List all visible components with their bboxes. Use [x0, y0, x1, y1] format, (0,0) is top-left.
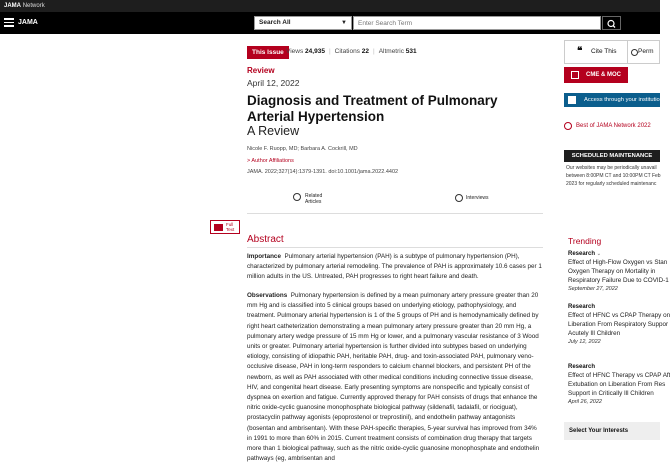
trending-title-line[interactable]: Respiratory Failure Due to COVID-1 [568, 277, 669, 284]
cme-label: CME & MOC [586, 72, 621, 78]
article-metrics: Views 24,935 | Citations 22 | Altmetric 531 [286, 48, 417, 55]
menu-icon[interactable] [4, 18, 14, 27]
maintenance-line: Our websites may be periodically unavail [566, 165, 657, 171]
institution-icon [568, 96, 576, 104]
trending-date: September 27, 2022 [568, 286, 618, 292]
trending-title-line[interactable]: Acutely Ill Children [568, 330, 621, 337]
certificate-icon [571, 71, 579, 79]
related-articles-label: Related Articles [305, 193, 323, 205]
trending-category: Research [568, 251, 596, 257]
chevron-down-icon: ▼ [341, 20, 347, 26]
importance-label: Importance [247, 253, 281, 260]
search-scope-value: Search All [259, 19, 291, 26]
best-of-jama-link[interactable] [564, 123, 651, 129]
maintenance-heading: SCHEDULED MAINTENANCE [564, 150, 660, 162]
network-bar [0, 0, 660, 12]
trending-title-line[interactable]: Extubation on Liberation From Res [568, 381, 666, 388]
publication-date: April 12, 2022 [247, 78, 300, 88]
document-icon [214, 224, 223, 231]
trending-item[interactable] [568, 303, 670, 346]
select-interests-button[interactable]: Select Your Interests [564, 422, 660, 440]
trending-title-line[interactable]: Effect of HFNC Therapy vs CPAP Aft [568, 372, 670, 379]
divider [247, 247, 543, 248]
maintenance-line: 2023 for regularly scheduled maintenanc [566, 181, 657, 187]
related-articles-link[interactable] [305, 193, 331, 205]
access-label: Access through your institution [584, 97, 663, 103]
full-text-button[interactable] [210, 220, 240, 234]
importance-paragraph [247, 252, 543, 283]
trending-category: Research [568, 304, 596, 310]
permissions-button[interactable] [627, 41, 654, 63]
chevron-down-icon: ⌄ [596, 251, 601, 257]
trending-heading: Trending [568, 236, 602, 246]
citations-label[interactable]: Citations [334, 48, 360, 55]
observations-paragraph [247, 291, 543, 463]
article-tools [564, 40, 660, 64]
search-button[interactable] [602, 16, 621, 30]
trending-item[interactable] [568, 250, 669, 293]
article-subtitle: A Review [247, 124, 300, 138]
cme-moc-button[interactable] [564, 67, 628, 83]
best-of-label: Best of JAMA Network 2022 [576, 123, 651, 129]
trending-title-line[interactable]: Oxygen Therapy on Mortality in [568, 268, 656, 275]
altmetric-label[interactable]: Altmetric [378, 48, 404, 55]
cite-this-button[interactable] [565, 41, 625, 63]
importance-text: Pulmonary arterial hypertension (PAH) is a subtype of pulmonary hypertension (PH), characterized by pulmonary arterial remodeling. The prevalence of PAH is approximately 10.6 cases per 1 million adults in the US. Untreated, PAH progresses to right heart failure and death. [247, 253, 542, 281]
citation-line: JAMA. 2022;327(14):1379-1391. doi:10.1001/jama.2022.4402 [247, 169, 399, 175]
trending-date: April 26, 2022 [568, 399, 602, 405]
observations-label: Observations [247, 292, 288, 299]
divider [247, 213, 543, 214]
views-label: Views [286, 48, 304, 55]
trending-title-line[interactable]: Effect of HFNC vs CPAP Therapy on [568, 312, 670, 319]
views-count: 24,935 [305, 48, 325, 55]
quote-icon: ❝ [577, 46, 583, 57]
related-articles-icon [293, 193, 301, 201]
cite-this-label: Cite This [591, 48, 617, 55]
author-list[interactable]: Nicole F. Ruopp, MD; Barbara A. Cockrill, MD [247, 146, 358, 152]
article-type: Review [247, 66, 275, 75]
jama-logo[interactable]: JAMA [18, 19, 38, 26]
article-title: Diagnosis and Treatment of Pulmonary Arterial Hypertension [247, 93, 498, 124]
search-scope-select[interactable] [254, 16, 352, 30]
maintenance-line: between 8:00PM CT and 10:00PM CT Feb [566, 173, 661, 179]
trending-item[interactable] [568, 363, 670, 406]
abstract-heading: Abstract [247, 234, 284, 245]
network-brand[interactable]: JAMA [4, 3, 22, 9]
trending-title-line[interactable]: Effect of High-Flow Oxygen vs Stan [568, 259, 668, 266]
altmetric-score[interactable]: 531 [405, 48, 417, 55]
award-icon [564, 122, 572, 130]
interviews-icon [455, 194, 463, 202]
search-icon [603, 18, 620, 30]
permissions-label: Perm [638, 48, 654, 55]
interviews-label: Interviews [466, 195, 489, 201]
maintenance-notice [564, 164, 660, 188]
citations-count[interactable]: 22 [361, 48, 369, 55]
network-label: Network [22, 3, 45, 9]
trending-title-line[interactable]: Support in Critically Ill Children [568, 390, 654, 397]
site-header [0, 12, 660, 34]
trending-title-line[interactable]: Liberation From Respiratory Suppor [568, 321, 669, 328]
observations-text: Pulmonary hypertension is defined by a mean pulmonary artery pressure greater than 20 mm Hg and is classified into 5 clinical groups based on underlying etiology, pathophysiology, and treatment. Pulmonary arterial hypertension is 1 of the 5 groups of PH and is hemodynamically defined by right heart catheterization demonstrating a mean pulmonary artery pressure greater than 20 mm Hg, a pulmonary artery wedge pressure of 15 mm Hg or lower, and a pulmonary vascular resistance of 3 Wood units or greater. Pulmonary arterial hypertension is further divided into subtypes based on underlying etiology, consisting of idiopathic PAH, heritable PAH, drug- and toxin-associated PAH, pulmonary veno-occlusive disease, PAH in long-term responders to calcium channel blockers, and persistent PH of the newborn, as well as PAH associated with other medical conditions including connective tissue disease, HIV, and congenital heart disease. Early presenting symptoms are nonspecific and typically consist of dyspnea on exertion and fatigue. Currently approved therapy for PAH consists of drugs that enhance the nitric oxide-cyclic guanosine monophosphate biological pathway (sildenafil, tadalafil, or riociguat), prostacyclin pathway agonists (epoprostenol or treprostinil), and endothelin pathway antagonists (bosentan and ambrisentan). With these PAH-specific therapies, 5-year survival has improved from 34% in 1991 to more than 60% in 2015. Current treatment consists of combination drug therapy that targets more than 1 biological pathway, such as the nitric oxide-cyclic guanosine monophosphate and endothelin pathways (eg, ambrisentan and [247, 292, 540, 463]
interviews-link[interactable] [466, 195, 489, 201]
this-issue-badge[interactable]: This Issue [247, 46, 289, 59]
author-affiliations-toggle[interactable]: > Author Affiliations [247, 158, 294, 164]
full-text-label: Full Text [226, 222, 235, 232]
search-input[interactable] [353, 16, 601, 30]
trending-date: July 12, 2022 [568, 339, 601, 345]
trending-category: Research [568, 364, 596, 370]
institution-access-button[interactable] [564, 93, 663, 107]
